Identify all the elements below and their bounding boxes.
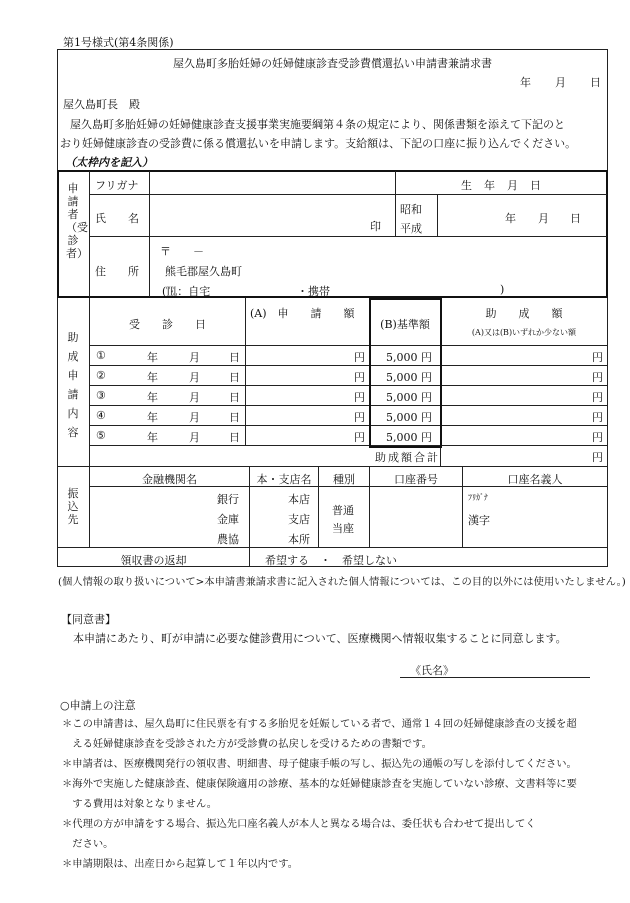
row-day: 日 (229, 431, 240, 444)
seal-mark: 印 (370, 220, 381, 233)
subsidy-yen: 円 (592, 371, 603, 384)
note-line: ＊この申請書は、屋久島町に住民票を有する多胎児を妊娠している者で、通常１４回の妊婦健康診査の支援を超 (62, 718, 577, 730)
note-line: ＊申請期限は、出産日から起算して１年以内です。 (62, 858, 299, 870)
h-account: 口座番号 (394, 473, 438, 486)
row-day: 日 (229, 411, 240, 424)
total-label: 助成額合計 (375, 451, 440, 464)
subsidy-yen: 円 (592, 411, 603, 424)
address-town: 熊毛郡屋久島町 (165, 265, 242, 278)
dob-month: 月 (538, 212, 549, 225)
era-heisei[interactable]: 平成 (400, 222, 422, 235)
birth-day-label: 日 (530, 179, 541, 192)
row-year: 年 (147, 431, 158, 444)
receipt-options[interactable]: 希望する ・ 希望しない (265, 554, 397, 567)
consent-signature-line[interactable] (400, 677, 590, 678)
address-label: 住 所 (95, 265, 139, 278)
holder-kanji-label: 漢字 (468, 514, 490, 527)
furigana-label: フリガナ (95, 179, 139, 192)
subsidy-yen: 円 (592, 351, 603, 364)
date-month: 月 (555, 76, 566, 89)
name-label: 氏 名 (95, 212, 139, 225)
col-visit-date: 受 診 日 (129, 318, 206, 331)
branch-type-branch[interactable]: 支店 (288, 513, 310, 526)
date-day: 日 (590, 76, 601, 89)
row-year: 年 (147, 351, 158, 364)
h-holder: 口座名義人 (507, 473, 563, 486)
row-month: 月 (189, 351, 200, 364)
intro-line-1: 屋久島町多胎妊婦の妊婦健康診査支援事業実施要綱第４条の規定により、関係書類を添えて下記のと (70, 118, 565, 131)
birth-month-label: 月 (507, 179, 518, 192)
row-year: 年 (147, 391, 158, 404)
consent-name-label: 《氏名》 (410, 664, 454, 677)
row-number: ② (96, 369, 106, 382)
name-field[interactable] (150, 198, 350, 232)
acct-type-current[interactable]: 当座 (332, 522, 354, 535)
requested-yen: 円 (354, 351, 365, 364)
base-amount: 5,000 円 (386, 411, 432, 424)
note-line: する費用は対象となりません。 (62, 798, 218, 810)
era-showa[interactable]: 昭和 (400, 203, 422, 216)
row-month: 月 (189, 371, 200, 384)
instruction: （太枠内を記入） (65, 156, 153, 169)
requested-amount-field[interactable] (246, 426, 356, 444)
branch-type-honsho[interactable]: 本所 (288, 533, 310, 546)
note-line: ださい。 (62, 838, 114, 850)
subsidy-yen: 円 (592, 391, 603, 404)
note-line: える妊婦健康診査を受診された方が受診費の払戻しを受けるための書類です。 (62, 738, 432, 750)
bank-type-kinko[interactable]: 金庫 (217, 513, 239, 526)
requested-amount-field[interactable] (246, 346, 356, 364)
receipt-label: 領収書の返却 (120, 554, 187, 567)
base-amount: 5,000 円 (386, 391, 432, 404)
bank-type-bank[interactable]: 銀行 (217, 493, 239, 506)
date-year: 年 (520, 76, 531, 89)
section-transfer: 振込先 (67, 487, 79, 526)
row-number: ① (96, 349, 106, 362)
branch-type-main[interactable]: 本店 (288, 493, 310, 506)
subsidy-yen: 円 (592, 431, 603, 444)
dob-day: 日 (570, 212, 581, 225)
row-number: ③ (96, 389, 106, 402)
base-amount: 5,000 円 (386, 371, 432, 384)
total-yen: 円 (592, 451, 603, 464)
birth-year-label: 年 (484, 179, 495, 192)
holder-kana-label: ﾌﾘｶﾞﾅ (468, 493, 488, 502)
consent-text: 本申請にあたり、町が申請に必要な健診費用について、医療機関へ情報収集することに同意します。 (73, 632, 567, 645)
addressee: 屋久島町長 殿 (63, 98, 140, 111)
requested-yen: 円 (354, 431, 365, 444)
note-line: ＊海外で実施した健康診査、健康保険適用の診療、基本的な妊婦健康診査を実施していない診療、文書料等に要 (62, 778, 577, 790)
h-type: 種別 (333, 473, 355, 486)
row-month: 月 (189, 391, 200, 404)
row-month: 月 (189, 411, 200, 424)
base-amount: 5,000 円 (386, 431, 432, 444)
requested-amount-field[interactable] (246, 406, 356, 424)
acct-type-ordinary[interactable]: 普通 (332, 504, 354, 517)
consent-title: 【同意書】 (61, 613, 116, 626)
row-year: 年 (147, 371, 158, 384)
col-subsidy: 助 成 額 (485, 307, 563, 320)
h-bank: 金融機関名 (142, 473, 197, 486)
bank-type-nokyo[interactable]: 農協 (217, 533, 239, 546)
col-requested: (A) 申 請 額 (250, 307, 355, 320)
requested-amount-field[interactable] (246, 386, 356, 404)
note-line: ＊代理の方が申請をする場合、振込先口座名義人が本人と異なる場合は、委任状も合わせて提出してく (62, 818, 536, 830)
tel-mobile-label: ・携帯 (297, 285, 330, 298)
row-month: 月 (189, 431, 200, 444)
furigana-field[interactable] (150, 174, 394, 192)
h-branch: 本・支店名 (256, 473, 312, 486)
birth-label: 生 (461, 179, 472, 192)
dob-year: 年 (505, 212, 516, 225)
row-day: 日 (229, 371, 240, 384)
privacy-note: (個人情報の取り扱いについて>本申請書兼請求書に記入された個人情報については、この目的以外には使用いたしません。) (58, 576, 626, 588)
row-day: 日 (229, 351, 240, 364)
intro-line-2: おり妊婦健康診査の受診費に係る償還払いを申請します。支給額は、下記の口座に振り込んでください。 (60, 137, 577, 150)
row-number: ④ (96, 409, 106, 422)
base-amount: 5,000 円 (386, 351, 432, 364)
row-number: ⑤ (96, 429, 106, 442)
row-day: 日 (229, 391, 240, 404)
form-number: 第1号様式(第4条関係) (63, 36, 174, 49)
col-subsidy-note: (A)又は(B)いずれか少ない額 (471, 328, 577, 337)
requested-yen: 円 (354, 411, 365, 424)
postal-code[interactable]: 〒 － (160, 245, 204, 258)
requested-amount-field[interactable] (246, 366, 356, 384)
tel-home-label: (℡：自宅 (162, 285, 211, 298)
section-applicant: 申請者（受診者） (66, 182, 88, 260)
section-subsidy: 助成申請内容 (67, 331, 79, 439)
row-year: 年 (147, 411, 158, 424)
form-title: 屋久島町多胎妊婦の妊婦健康診査受診費償還払い申請書兼請求書 (173, 57, 492, 70)
notes-title: ○申請上の注意 (60, 699, 136, 712)
note-line: ＊申請者は、医療機関発行の領収書、明細書、母子健康手帳の写し、振込先の通帳の写しを添付してください。 (62, 758, 577, 770)
requested-yen: 円 (354, 371, 365, 384)
requested-yen: 円 (354, 391, 365, 404)
tel-close: ) (500, 283, 505, 296)
col-base: (B)基準額 (380, 318, 430, 331)
